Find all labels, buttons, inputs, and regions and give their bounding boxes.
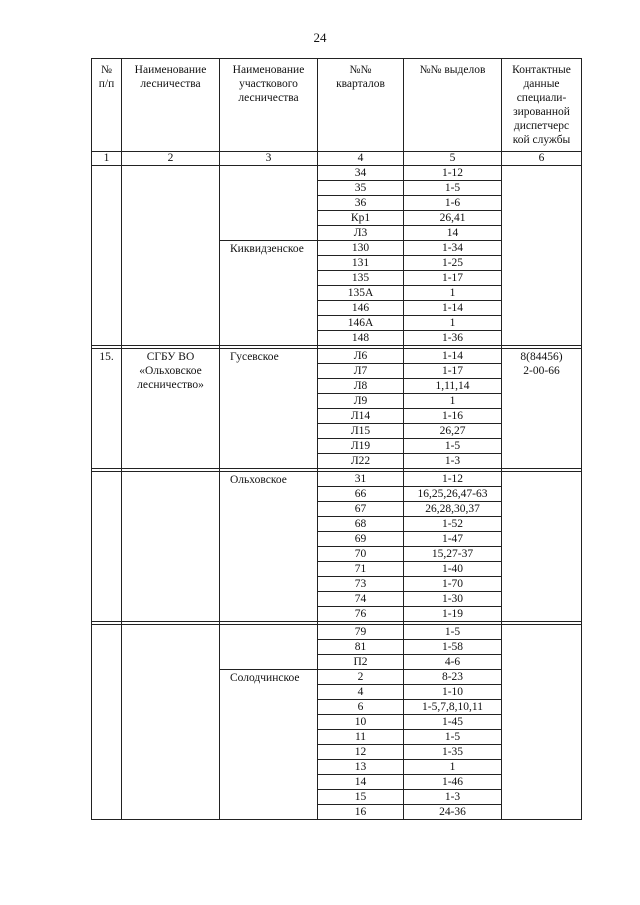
allotment-cell: 1-58	[404, 640, 502, 655]
header-contacts: Контактные данные специали- зированной диспетчерс кой службы	[502, 59, 582, 152]
allotment-cell: 1-5	[404, 181, 502, 196]
quarter-cell: 146	[318, 301, 404, 316]
quarter-cell: 74	[318, 592, 404, 607]
column-number: 4	[318, 152, 404, 166]
allotment-cell: 1-5,7,8,10,11	[404, 700, 502, 715]
table-row	[92, 625, 582, 640]
quarter-cell: Л14	[318, 409, 404, 424]
allotment-cell: 1-34	[404, 241, 502, 256]
allotment-cell: 1-47	[404, 532, 502, 547]
quarter-cell: Л22	[318, 454, 404, 469]
district-forestry-cell: Солодчинское	[220, 670, 318, 820]
forestry-name-cell	[122, 166, 220, 346]
quarter-cell: Л15	[318, 424, 404, 439]
allotment-cell: 1	[404, 286, 502, 301]
allotment-cell: 1-30	[404, 592, 502, 607]
quarter-cell: 68	[318, 517, 404, 532]
column-number: 5	[404, 152, 502, 166]
forestry-table-container	[91, 58, 581, 820]
column-number: 2	[122, 152, 220, 166]
allotment-cell: 1	[404, 760, 502, 775]
quarter-cell: Л6	[318, 349, 404, 364]
allotment-cell: 1-3	[404, 454, 502, 469]
quarter-cell: 12	[318, 745, 404, 760]
district-forestry-cell: Киквидзенское	[220, 241, 318, 346]
quarter-cell: 35	[318, 181, 404, 196]
column-number: 3	[220, 152, 318, 166]
allotment-cell: 8-23	[404, 670, 502, 685]
quarter-cell: 135А	[318, 286, 404, 301]
quarter-cell: 16	[318, 805, 404, 820]
quarter-cell: 6	[318, 700, 404, 715]
allotment-cell: 1-5	[404, 730, 502, 745]
page-number: 24	[313, 30, 327, 45]
quarter-cell: 76	[318, 607, 404, 622]
header-allotments: №№ выделов	[404, 59, 502, 152]
allotment-cell: 1-40	[404, 562, 502, 577]
contact-cell: 8(84456) 2-00-66	[502, 349, 582, 469]
quarter-cell: Л19	[318, 439, 404, 454]
quarter-cell: 13	[318, 760, 404, 775]
table-row	[92, 166, 582, 181]
allotment-cell: 14	[404, 226, 502, 241]
column-number-row	[92, 152, 582, 166]
table-body	[92, 166, 582, 820]
allotment-cell: 24-36	[404, 805, 502, 820]
quarter-cell: 69	[318, 532, 404, 547]
allotment-cell: 1-52	[404, 517, 502, 532]
allotment-cell: 1	[404, 394, 502, 409]
allotment-cell: 1-19	[404, 607, 502, 622]
allotment-cell: 1-16	[404, 409, 502, 424]
row-number-cell: 15.	[92, 349, 122, 469]
allotment-cell: 1-3	[404, 790, 502, 805]
quarter-cell: 10	[318, 715, 404, 730]
table-row	[92, 349, 582, 364]
quarter-cell: Л8	[318, 379, 404, 394]
header-row	[92, 59, 582, 152]
allotment-cell: 1-14	[404, 301, 502, 316]
quarter-cell: 131	[318, 256, 404, 271]
header-forestry: Наименование лесничества	[122, 59, 220, 152]
contact-cell	[502, 472, 582, 622]
header-number: № п/п	[92, 59, 122, 152]
quarter-cell: 67	[318, 502, 404, 517]
quarter-cell: Кр1	[318, 211, 404, 226]
row-number-cell	[92, 472, 122, 622]
allotment-cell: 1-6	[404, 196, 502, 211]
forestry-table	[91, 58, 582, 820]
district-forestry-cell: Ольховское	[220, 472, 318, 622]
allotment-cell: 1-12	[404, 166, 502, 181]
quarter-cell: Л7	[318, 364, 404, 379]
quarter-cell: 81	[318, 640, 404, 655]
forestry-name-cell	[122, 472, 220, 622]
quarter-cell: 79	[318, 625, 404, 640]
forestry-name-cell: СГБУ ВО «Ольховское лесничество»	[122, 349, 220, 469]
quarter-cell: 70	[318, 547, 404, 562]
row-number-cell	[92, 166, 122, 346]
column-number: 6	[502, 152, 582, 166]
allotment-cell: 26,27	[404, 424, 502, 439]
forestry-name-cell	[122, 625, 220, 820]
quarter-cell: Л9	[318, 394, 404, 409]
allotment-cell: 1-70	[404, 577, 502, 592]
allotment-cell: 1-5	[404, 625, 502, 640]
quarter-cell: 146А	[318, 316, 404, 331]
allotment-cell: 1-35	[404, 745, 502, 760]
allotment-cell: 1-25	[404, 256, 502, 271]
quarter-cell: 31	[318, 472, 404, 487]
allotment-cell: 1-12	[404, 472, 502, 487]
allotment-cell: 1	[404, 316, 502, 331]
contact-cell	[502, 625, 582, 820]
quarter-cell: 71	[318, 562, 404, 577]
allotment-cell: 1-10	[404, 685, 502, 700]
contact-cell	[502, 166, 582, 346]
allotment-cell: 16,25,26,47-63	[404, 487, 502, 502]
header-district-forestry: Наименование участкового лесничества	[220, 59, 318, 152]
table-row	[92, 472, 582, 487]
column-number: 1	[92, 152, 122, 166]
quarter-cell: 130	[318, 241, 404, 256]
quarter-cell: 15	[318, 790, 404, 805]
quarter-cell: 73	[318, 577, 404, 592]
quarter-cell: П2	[318, 655, 404, 670]
quarter-cell: Л3	[318, 226, 404, 241]
allotment-cell: 1,11,14	[404, 379, 502, 394]
allotment-cell: 1-17	[404, 364, 502, 379]
quarter-cell: 148	[318, 331, 404, 346]
header-quarters: №№ кварталов	[318, 59, 404, 152]
quarter-cell: 2	[318, 670, 404, 685]
quarter-cell: 34	[318, 166, 404, 181]
allotment-cell: 1-46	[404, 775, 502, 790]
allotment-cell: 26,41	[404, 211, 502, 226]
district-forestry-cell	[220, 166, 318, 241]
allotment-cell: 1-14	[404, 349, 502, 364]
quarter-cell: 66	[318, 487, 404, 502]
quarter-cell: 11	[318, 730, 404, 745]
allotment-cell: 4-6	[404, 655, 502, 670]
allotment-cell: 1-17	[404, 271, 502, 286]
row-number-cell	[92, 625, 122, 820]
quarter-cell: 36	[318, 196, 404, 211]
allotment-cell: 1-45	[404, 715, 502, 730]
allotment-cell: 1-5	[404, 439, 502, 454]
district-forestry-cell	[220, 625, 318, 670]
allotment-cell: 1-36	[404, 331, 502, 346]
quarter-cell: 14	[318, 775, 404, 790]
allotment-cell: 15,27-37	[404, 547, 502, 562]
quarter-cell: 4	[318, 685, 404, 700]
quarter-cell: 135	[318, 271, 404, 286]
district-forestry-cell: Гусевское	[220, 349, 318, 469]
allotment-cell: 26,28,30,37	[404, 502, 502, 517]
